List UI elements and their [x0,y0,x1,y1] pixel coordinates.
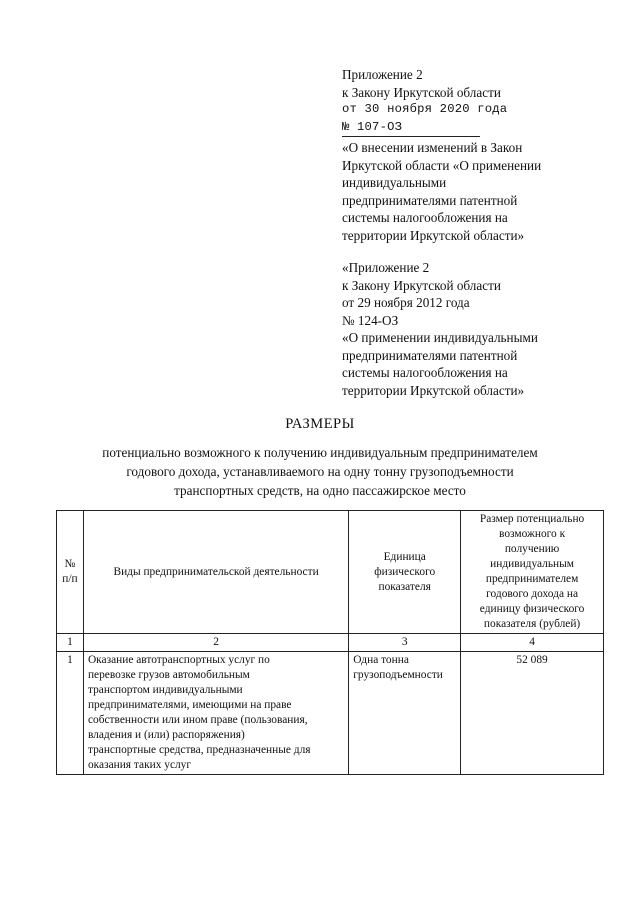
table-row [57,652,604,775]
old-header-line: № 124-ОЗ [342,312,399,328]
old-header-line: системы налогообложения на [342,365,508,380]
col-number: 2 [83,634,348,652]
activity-line: владения и (или) распоряжения) [87,729,245,741]
header-text: Единица [383,550,426,563]
old-header-line: «Приложение 2 [342,260,430,275]
unit-line: грузоподъемности [353,669,443,681]
activity-line: оказания таких услуг [87,759,192,771]
old-header-line: предпринимателями патентной [342,347,518,363]
header-text: предпринимателем [485,573,579,585]
header-unit [349,511,461,634]
subtitle-line: транспортных средств, на одно пассажирское место [174,483,466,498]
activity-line: транспортом индивидуальными [87,684,243,696]
row-amount: 52 089 [461,652,604,775]
activity-line: транспортные средства, предназначенные для [87,744,311,756]
law-reference: к Закону Иркутской области [342,84,501,100]
header-text: № [64,558,76,570]
activity-line: предпринимателями, имеющими на праве [87,699,292,711]
law-number: № 107-ОЗ [342,119,403,134]
column-number-row [57,634,604,652]
header-text: получению [504,543,560,555]
col-number: 4 [461,634,604,652]
law-subject-line: предпринимателями патентной [342,192,518,208]
law-subject-line: территории Иркутской области» [342,227,525,243]
law-subject-line: индивидуальными [342,175,447,190]
header-text: Размер потенциально [479,513,585,525]
activity-line: собственности или ином праве (пользования, [87,714,308,726]
header-text: индивидуальным [490,558,575,570]
header-text: п/п [62,573,78,585]
header-text: показателя [378,580,431,593]
signature-underline [342,136,480,137]
subtitle-line: потенциально возможного к получению индивидуальным предпринимателем [102,445,538,460]
table-header-row [57,511,604,634]
row-unit [349,652,461,775]
header-text: годового дохода на [486,588,578,600]
header-text: возможного к [499,528,566,540]
row-activity [83,652,348,775]
header-text: единицу физического [479,603,585,615]
appendix-header-old [342,259,538,399]
law-subject [342,139,541,244]
col-number: 3 [349,634,461,652]
col-number: 1 [57,634,84,652]
subtitle-line: годового дохода, устанавливаемого на одну тонну грузоподъемности [126,464,514,479]
law-date: от 30 ноября 2020 года [342,102,508,116]
header-text: физического [374,565,436,578]
unit-line: Одна тонна [353,654,409,666]
appendix-header-new [342,66,507,136]
document-subtitle [40,443,600,500]
law-subject-line: Иркутской области «О применении [342,157,542,173]
appendix-label: Приложение 2 [342,67,423,82]
activity-line: перевозке грузов автомобильным [87,669,250,681]
header-amount [461,511,604,634]
header-num [57,511,84,634]
activity-line: Оказание автотранспортных услуг по [87,654,270,666]
old-header-line: территории Иркутской области» [342,382,525,398]
old-header-line: «О применении индивидуальными [342,330,538,345]
header-text: показателя (рублей) [483,618,581,630]
law-subject-line: системы налогообложения на [342,210,508,225]
old-header-line: к Закону Иркутской области [342,277,501,293]
old-header-line: от 29 ноября 2012 года [342,295,470,310]
document-title: РАЗМЕРЫ [285,416,355,432]
income-table [56,510,604,775]
header-activity: Виды предпринимательской деятельности [83,511,348,634]
law-subject-line: «О внесении изменений в Закон [342,140,523,155]
row-num: 1 [57,652,84,775]
